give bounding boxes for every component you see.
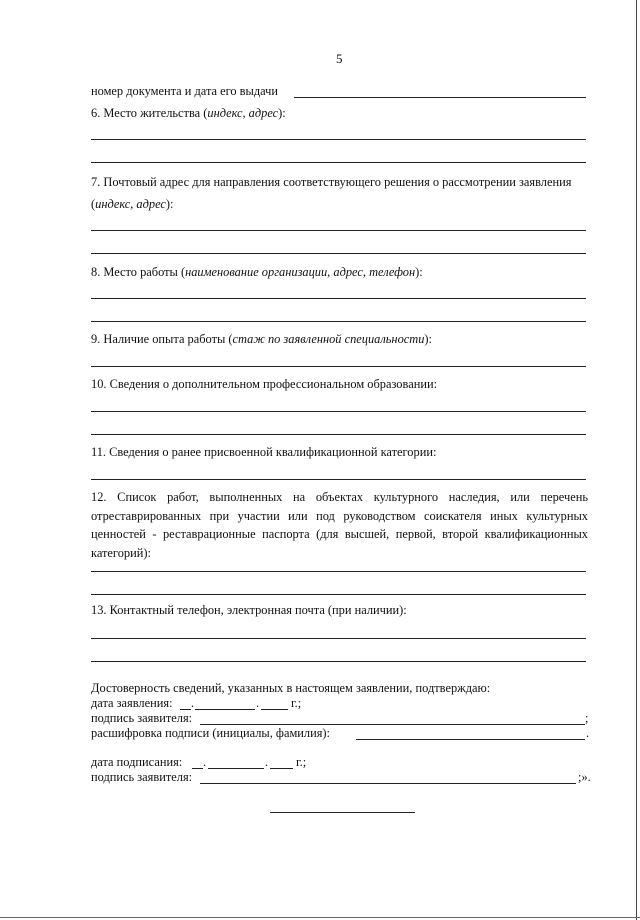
scan-edge-bottom xyxy=(0,917,640,918)
works-list-line-2 xyxy=(91,594,586,595)
sign-date-label: дата подписания: xyxy=(91,755,183,769)
contacts-line-2 xyxy=(91,661,586,662)
page-number: 5 xyxy=(336,51,343,66)
decoding-line xyxy=(356,739,585,740)
separator-line xyxy=(270,812,415,813)
postal-hint: (индекс, адрес): xyxy=(91,197,174,211)
app-date-label: дата заявления: xyxy=(91,696,173,710)
final-signature-line xyxy=(200,783,576,784)
postal-line-1 xyxy=(91,230,586,231)
contacts-line-1 xyxy=(91,638,586,639)
scan-edge-right xyxy=(636,0,637,920)
category-label: 11. Сведения о ранее присвоенной квалификационной категории: xyxy=(91,445,437,459)
category-line xyxy=(91,479,586,480)
sign-date-year-line xyxy=(270,768,293,769)
education-label: 10. Сведения о дополнительном профессиональном образовании: xyxy=(91,377,438,391)
decoding-period: . xyxy=(586,726,590,740)
experience-line xyxy=(91,366,586,367)
signature-semicolon: ; xyxy=(585,711,589,725)
works-list-line-1 xyxy=(91,571,586,572)
doc-number-label: номер документа и дата его выдачи xyxy=(91,84,279,98)
works-list-label: 12. Список работ, выполненных на объектах культурного наследия, или перечень отреставрированных при участии или под руководством соискателя иных культурных ценностей - реставрационные паспорта (для высшей, первой, второй квалификационных категорий): xyxy=(91,490,588,560)
decoding-label: расшифровка подписи (инициалы, фамилия): xyxy=(91,726,331,740)
app-date-dot-1: . xyxy=(191,696,195,710)
work-line-2 xyxy=(91,321,586,322)
closing-mark: ;». xyxy=(578,770,591,784)
residence-label: 6. Место жительства (индекс, адрес): xyxy=(91,106,286,120)
residence-line-1 xyxy=(91,139,586,140)
app-date-day-line xyxy=(180,709,191,710)
sign-date-month-line xyxy=(208,768,264,769)
doc-number-line xyxy=(294,97,586,98)
postal-label: 7. Почтовый адрес для направления соответствующего решения о рассмотрении заявления xyxy=(91,175,572,189)
confirm-text: Достоверность сведений, указанных в настоящем заявлении, подтверждаю: xyxy=(91,681,491,695)
residence-line-2 xyxy=(91,162,586,163)
postal-line-2 xyxy=(91,253,586,254)
app-date-month-line xyxy=(195,709,255,710)
work-label: 8. Место работы (наименование организации, адрес, телефон): xyxy=(91,265,423,279)
app-date-dot-2: . xyxy=(256,696,260,710)
education-line-2 xyxy=(91,434,586,435)
sign-date-dot-1: . xyxy=(203,755,207,769)
experience-label: 9. Наличие опыта работы (стаж по заявленной специальности): xyxy=(91,332,432,346)
work-line-1 xyxy=(91,298,586,299)
final-signature-label: подпись заявителя: xyxy=(91,770,193,784)
education-line-1 xyxy=(91,411,586,412)
signature-label: подпись заявителя: xyxy=(91,711,193,725)
sign-date-day-line xyxy=(192,768,203,769)
contacts-label: 13. Контактный телефон, электронная почта (при наличии): xyxy=(91,603,407,617)
app-date-tail: г.; xyxy=(291,696,302,710)
signature-line xyxy=(200,724,585,725)
sign-date-dot-2: . xyxy=(265,755,269,769)
sign-date-tail: г.; xyxy=(296,755,307,769)
app-date-year-line xyxy=(261,709,288,710)
